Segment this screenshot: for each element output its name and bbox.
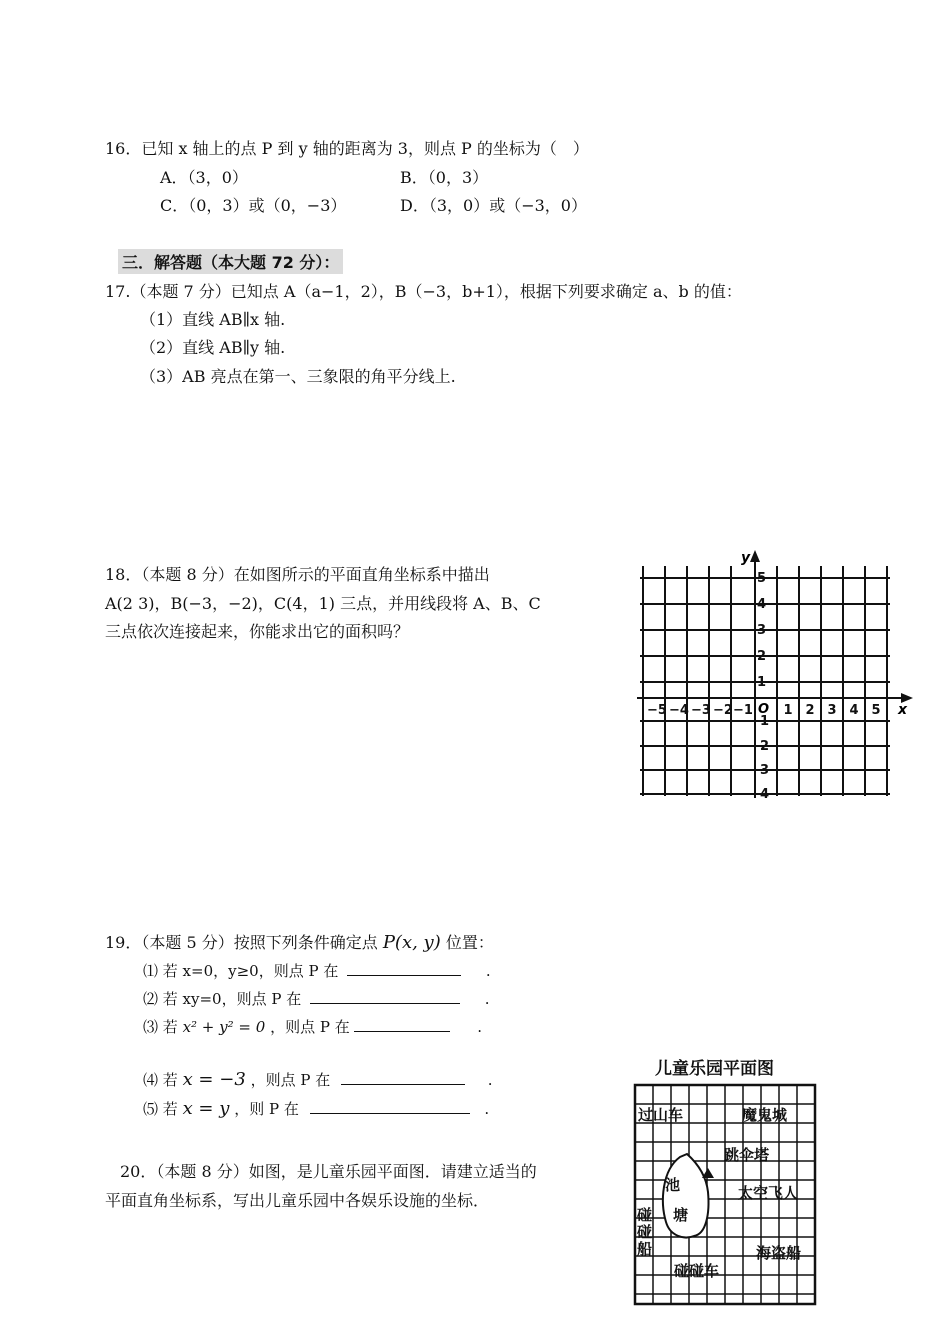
label-parachute-tower: 跳伞塔 — [724, 1146, 770, 1164]
y-axis-label: y — [741, 550, 751, 566]
q20-line-2: 平面直角坐标系，写出儿童乐园中各娱乐设施的坐标． — [105, 1191, 490, 1210]
x-tick-label: 2 — [805, 703, 815, 718]
section-title: 三．解答题（本大题 72 分）： — [118, 249, 343, 274]
label-bumper-boat: 碰 — [637, 1206, 653, 1224]
label-pond: 池 — [665, 1176, 681, 1194]
label-space-flyer: 太空飞人 — [738, 1184, 799, 1202]
y-tick-label: −1 — [749, 714, 769, 729]
x-tick-label: 4 — [849, 703, 859, 718]
x-tick-label: −3 — [691, 703, 711, 718]
y-tick-label: −2 — [749, 739, 769, 754]
x-tick-label: 3 — [827, 703, 837, 718]
y-tick-label: −3 — [749, 763, 769, 778]
q16-option-a: A．（3，0） — [160, 168, 248, 187]
q19-item-4: ⑷ 若 x = −3 ，则点 P 在 . — [143, 1069, 493, 1090]
q18-line-1: 18．（本题 8 分）在如图所示的平面直角坐标系中描出 — [105, 565, 490, 584]
q18-line-2: A(2 3)，B(−3，−2)，C(4，1) 三点，并用线段将 A、B、C — [105, 594, 541, 613]
q17-item-3: （3）AB 亮点在第一、三象限的角平分线上. — [140, 367, 456, 386]
q19-item-1: ⑴ 若 x=0，y≥0，则点 P 在 . — [143, 962, 491, 980]
label-roller-coaster: 过山车 — [638, 1106, 684, 1124]
q16-stem: 16．已知 x 轴上的点 P 到 y 轴的距离为 3，则点 P 的坐标为（ ） — [105, 139, 589, 158]
q19-point-math: P(x, y) — [382, 932, 441, 953]
q16-option-b: B．（0，3） — [400, 168, 489, 187]
label-bumper-boat: 碰 — [637, 1223, 653, 1241]
label-pirate-ship: 海盗船 — [756, 1244, 802, 1262]
x-tick-label: −4 — [669, 703, 689, 718]
tower-marker-icon — [702, 1168, 714, 1178]
label-ghost-castle: 魔鬼城 — [742, 1106, 788, 1124]
q18-line-3: 三点依次连接起来，你能求出它的面积吗？ — [105, 622, 410, 641]
x-axis-label: x — [898, 702, 908, 718]
q17-stem: 17.（本题 7 分）已知点 A（a−1，2），B（−3，b+1），根据下列要求确定 a、b 的值： — [105, 282, 742, 301]
q17-item-2: （2）直线 AB∥y 轴. — [140, 338, 286, 357]
answer-blank[interactable] — [347, 961, 461, 976]
y-tick-label: −4 — [749, 787, 769, 802]
x-tick-label: −5 — [647, 703, 667, 718]
x-tick-label: 5 — [871, 703, 881, 718]
q20-line-1: 20．（本题 8 分）如图，是儿童乐园平面图．请建立适当的 — [120, 1162, 537, 1181]
answer-blank[interactable] — [341, 1070, 465, 1085]
y-tick-label: 5 — [756, 571, 766, 586]
origin-label: O — [758, 702, 770, 717]
y-tick-label: 4 — [756, 597, 766, 612]
y-tick-label: 2 — [756, 649, 766, 664]
q19-stem: 19．（本题 5 分）按照下列条件确定点 P(x, y) 位置： — [105, 932, 494, 953]
label-pond: 塘 — [673, 1206, 689, 1224]
y-tick-label: 3 — [756, 623, 766, 638]
pond-outline — [663, 1154, 709, 1237]
label-bumper-car: 碰碰车 — [674, 1262, 720, 1280]
park-map — [632, 1082, 818, 1308]
y-tick-label: 1 — [756, 675, 766, 690]
label-bumper-boat: 船 — [637, 1240, 653, 1258]
q16-option-d: D．（3，0）或（−3，0） — [400, 196, 587, 215]
answer-blank[interactable] — [310, 1099, 470, 1114]
park-map-title: 儿童乐园平面图 — [655, 1059, 774, 1079]
coordinate-grid — [635, 548, 920, 803]
q17-item-1: （1）直线 AB∥x 轴. — [140, 310, 286, 329]
answer-blank[interactable] — [354, 1017, 450, 1032]
q19-item-3: ⑶ 若 x² + y² = 0 ，则点 P 在 . — [143, 1018, 483, 1036]
y-axis-arrow-icon — [750, 550, 760, 562]
x-tick-label: −2 — [713, 703, 733, 718]
x-tick-label: −1 — [733, 703, 753, 718]
q16-option-c: C．（0，3）或（0，−3） — [160, 196, 347, 215]
answer-blank[interactable] — [310, 989, 460, 1004]
x-tick-label: 1 — [783, 703, 793, 718]
q19-item-5: ⑸ 若 x = y ，则 P 在 . — [143, 1098, 490, 1119]
q19-item-2: ⑵ 若 xy=0，则点 P 在 . — [143, 990, 490, 1008]
